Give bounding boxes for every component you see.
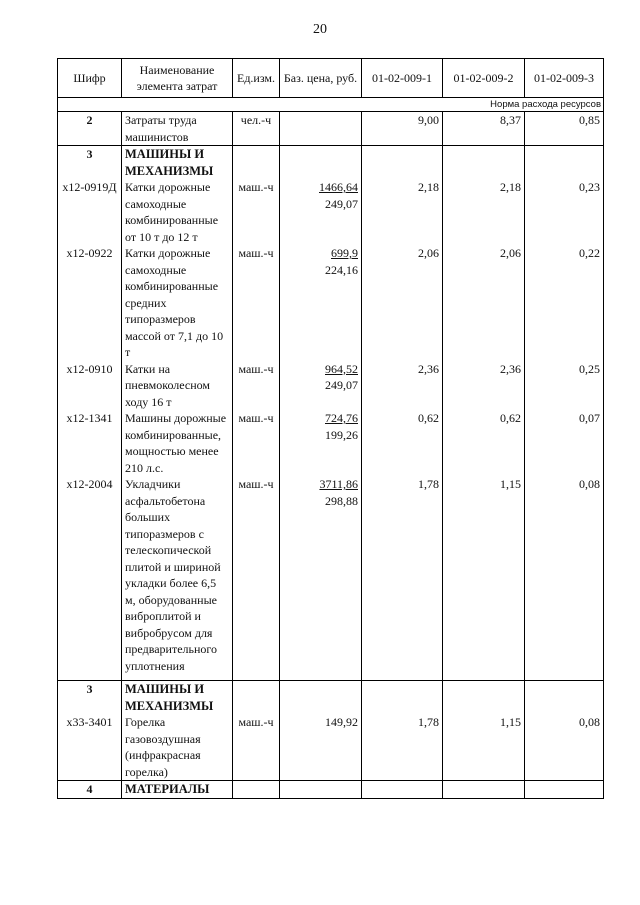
row-name: Укладчики асфальтобетона больших типоразмеров с телескопической плитой и шириной укладки более 6,5 м, оборудованные виброплитой и вибробрусом для предварительного уплотнения — [122, 476, 233, 674]
table-row — [58, 179, 604, 245]
header-price: Баз. цена, руб. — [280, 59, 362, 98]
header-col-1: 01-02-009-1 — [362, 59, 443, 98]
header-code: Шифр — [58, 59, 122, 98]
row-price — [280, 410, 362, 476]
row-price: 149,92 — [280, 714, 362, 781]
price-top: 3711,86 — [319, 477, 358, 491]
row-code: 2 — [58, 112, 122, 146]
row-code: х12-0910 — [58, 361, 122, 411]
section-header-row — [58, 681, 604, 715]
row-price — [280, 361, 362, 411]
row-value-1: 2,06 — [362, 245, 443, 361]
row-value-1: 9,00 — [362, 112, 443, 146]
section-title: МАШИНЫ И МЕХАНИЗМЫ — [122, 681, 233, 715]
row-value-2: 1,15 — [443, 476, 525, 674]
price-top: 1466,64 — [319, 180, 358, 194]
section-code: 4 — [58, 781, 122, 799]
row-value-2: 8,37 — [443, 112, 525, 146]
row-name: Катки дорожные самоходные комбинированные от 10 т до 12 т — [122, 179, 233, 245]
row-value-1: 0,62 — [362, 410, 443, 476]
norm-caption-row — [58, 98, 604, 112]
row-price — [280, 179, 362, 245]
header-col-3: 01-02-009-3 — [525, 59, 604, 98]
section-title: МАТЕРИАЛЫ — [122, 781, 233, 799]
price-bottom: 249,07 — [325, 378, 358, 392]
row-code: х12-2004 — [58, 476, 122, 674]
price-top: 964,52 — [325, 361, 358, 376]
section-code: 3 — [58, 681, 122, 715]
table-row — [58, 245, 604, 361]
row-value-3: 0,08 — [525, 476, 604, 674]
row-value-2: 0,62 — [443, 410, 525, 476]
resource-table — [57, 58, 604, 799]
row-unit: маш.-ч — [233, 245, 280, 361]
row-unit: маш.-ч — [233, 410, 280, 476]
table-row — [58, 410, 604, 476]
table-row — [58, 112, 604, 146]
row-unit: маш.-ч — [233, 476, 280, 674]
header-unit: Ед.изм. — [233, 59, 280, 98]
table-header-row — [58, 59, 604, 98]
table-row — [58, 476, 604, 674]
row-value-3: 0,23 — [525, 179, 604, 245]
row-price — [280, 476, 362, 674]
row-value-1: 1,78 — [362, 714, 443, 781]
row-price — [280, 245, 362, 361]
row-name: Катки дорожные самоходные комбинированные средних типоразмеров массой от 7,1 до 10 т — [122, 245, 233, 361]
price-top: 724,76 — [325, 411, 358, 425]
row-name: Горелка газовоздушная (инфракрасная горелка) — [122, 714, 233, 781]
section-code: 3 — [58, 146, 122, 180]
price-top: 699,9 — [331, 246, 358, 260]
row-value-3: 0,25 — [525, 361, 604, 411]
row-value-2: 2,36 — [443, 361, 525, 411]
row-value-3: 0,22 — [525, 245, 604, 361]
table-row — [58, 714, 604, 781]
price-bottom: 249,07 — [325, 196, 358, 211]
header-name: Наименование элемента затрат — [122, 59, 233, 98]
price-bottom: 298,88 — [325, 493, 358, 508]
row-code: х12-0922 — [58, 245, 122, 361]
price-bottom: 224,16 — [325, 262, 358, 277]
row-value-3: 0,08 — [525, 714, 604, 781]
row-value-1: 2,18 — [362, 179, 443, 245]
row-name: Катки на пневмоколесном ходу 16 т — [122, 361, 233, 411]
row-value-1: 1,78 — [362, 476, 443, 674]
row-value-3: 0,85 — [525, 112, 604, 146]
row-name: Машины дорожные комбинированные, мощностью менее 210 л.с. — [122, 410, 233, 476]
page-number: 20 — [313, 22, 327, 37]
row-name: Затраты труда машинистов — [122, 112, 233, 146]
row-unit: маш.-ч — [233, 179, 280, 245]
row-code: х33-3401 — [58, 714, 122, 781]
row-value-2: 2,18 — [443, 179, 525, 245]
row-value-2: 1,15 — [443, 714, 525, 781]
row-price — [280, 112, 362, 146]
row-code: х12-0919Д — [58, 179, 122, 245]
header-col-2: 01-02-009-2 — [443, 59, 525, 98]
row-unit: маш.-ч — [233, 714, 280, 781]
row-value-3: 0,07 — [525, 410, 604, 476]
row-unit: чел.-ч — [233, 112, 280, 146]
row-code: х12-1341 — [58, 410, 122, 476]
row-value-2: 2,06 — [443, 245, 525, 361]
table-row — [58, 361, 604, 411]
section-header-row — [58, 781, 604, 799]
norm-caption: Норма расхода ресурсов — [58, 98, 604, 112]
price-bottom: 199,26 — [325, 427, 358, 442]
section-title: МАШИНЫ И МЕХАНИЗМЫ — [122, 146, 233, 180]
row-unit: маш.-ч — [233, 361, 280, 411]
section-header-row — [58, 146, 604, 180]
row-value-1: 2,36 — [362, 361, 443, 411]
